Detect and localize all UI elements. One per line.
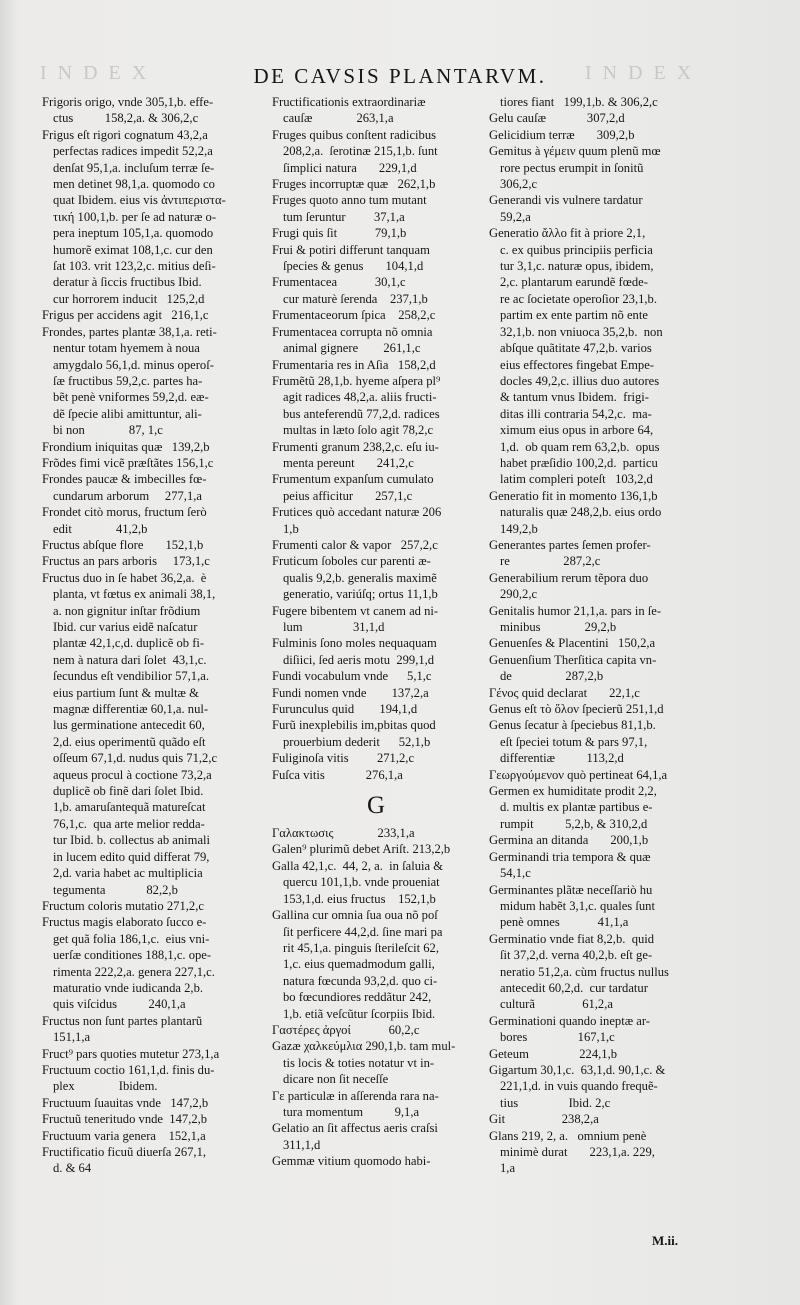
index-entry-line: culturã 61,2,a [500,997,613,1012]
index-entry-line: habet præſidio 100,2,d. particu [500,455,658,470]
index-entry-line: 59,2,a [500,209,531,224]
index-entry-line: midum habẽt 3,1,c. quales ſunt [500,898,655,913]
index-entry-line: 1,b. amaruſantequã matureſcat [53,800,206,815]
index-entry-line: 221,1,d. in vuis quando frequẽ- [500,1079,658,1094]
index-entry-line: tum ſeruntur 37,1,a [283,209,405,224]
index-entry-line: Fuliginoſa vitis 271,2,c [272,751,415,766]
index-entry-line: Genuenſium Therſitica capita vn- [489,652,657,667]
index-entry-line: Fugere bibentem vt canem ad ni- [272,603,439,618]
index-entry-line: animal gignere 261,1,c [283,341,421,356]
index-entry-line: Generatio ἄλλο fit à priore 2,1, [489,226,646,241]
section-letter-g: G [366,792,386,820]
index-entry-line: planta, vt fœtus ex animali 38,1, [53,587,216,602]
index-entry-line: cauſæ 263,1,a [283,111,394,126]
index-entry-line: Ibid. cur varius eidẽ naſcatur [53,620,198,634]
index-entry-line: Gemmæ vitium quomodo habi- [272,1154,431,1169]
index-entry-line: 311,1,d [283,1137,321,1152]
index-entry-line: Genuenſes & Placentini 150,2,a [489,636,656,651]
index-entry-line: 153,1,d. eius fructus 152,1,b [283,891,436,906]
index-entry-line: nentur totam hyemem à noua [53,341,200,356]
running-head: DE CAVSIS PLANTARVM. [253,64,547,88]
index-entry-line: Galla 42,1,c. 44, 2, a. in ſaluia & [272,858,444,873]
index-entry-line: bo fœcundiores reddãtur 242, [283,990,432,1005]
index-entry-line: Frugi quis ſit 79,1,b [272,226,407,241]
index-column-3 [489,94,711,1177]
index-entry-line: 2,d. varia habet ac multiplicia [53,866,203,881]
index-entry-line: ctus 158,2,a. & 306,2,c [53,111,199,126]
index-entry-line: Γεωργούμενον quò pertineat 64,1,a [489,767,668,782]
index-entry-line: men detinet 98,1,a. quomodo co [53,177,215,192]
index-entry-line: Genus eſt τὸ ὅλον ſpecierũ 251,1,d [489,702,664,717]
index-entry-line: ſecundus eſt vendibilior 57,1,a. [53,669,209,684]
index-entry-line: Gelicidium terræ 309,2,b [489,127,635,142]
index-entry-line: Fruct⁹ pars quoties mutetur 273,1,a [42,1046,220,1061]
index-entry-line: bẽt penè vniformes 59,2,d. eæ- [53,390,209,405]
index-entry-line: Γαστέρες ἀργοί 60,2,c [272,1022,420,1037]
index-entry-line: Genus ſecatur à ſpeciebus 81,1,b. [489,718,656,733]
index-entry-line: natura fœcunda 93,2,d. quo ci- [283,973,438,988]
index-entry-line: Germinatio vnde fiat 8,2,b. quid [489,931,655,946]
index-entry-line: Frumentacea 30,1,c [272,275,406,290]
index-entry-line: Fructificatio ficuũ diuerſa 267,1, [42,1145,207,1159]
index-entry-line: Frumentacea corrupta nõ omnia [272,324,433,339]
index-entry-line: deratur à ſiccis fructibus Ibid. [53,275,202,290]
index-entry-line: Gallina cur omnia ſua oua nõ poſ [272,908,438,923]
index-entry-line: 76,1,c. qua arte melior redda- [53,816,205,831]
index-entry-line: ditas illi contraria 54,2,c. ma- [500,406,652,421]
index-entry-line: Gigartum 30,1,c. 63,1,d. 90,1,c. & [489,1062,666,1077]
index-entry-line: Fructus an pars arboris 173,1,c [42,554,210,569]
index-entry-line: dẽ ſpecie alibi amittuntur, ali- [53,406,202,421]
index-entry-line: cundarum arborum 277,1,a [53,488,202,503]
index-entry-line: Fundi nomen vnde 137,2,a [272,685,429,700]
index-column-1 [42,94,264,1177]
index-entry-line: Frumentaria res in Aſia 158,2,d [272,357,436,372]
index-entry-line: quis viſcidus 240,1,a [53,997,186,1012]
index-entry-line: quercu 101,1,b. vnde proueniat [283,875,440,890]
index-entry-line: re 287,2,c [500,554,601,569]
index-entry-line: cur maturè ſerenda 237,1,b [283,291,428,306]
index-entry-line: Geteum 224,1,b [489,1046,618,1061]
index-entry-line: antecedit 60,2,d. cur tardatur [500,980,648,995]
index-entry-line: Germinantes plãtæ neceſſariò hu [489,882,653,897]
index-entry-line: aqueus procul à coctione 73,2,a [53,767,212,782]
index-entry-line: d. multis ex plantæ partibus e- [500,800,653,815]
index-entry-line: 1,b. etiã veſcũtur ſcorpiis Ibid. [283,1006,436,1021]
index-entry-line: get quã folia 186,1,c. eius vni- [53,931,210,946]
index-entry-line: neratio 51,2,a. cùm fructus nullus [500,964,669,979]
index-entry-line: plantæ 42,1,c,d. duplicẽ ob fi- [53,636,205,651]
index-entry-line: rore pectus erumpit in ſonitũ [500,160,644,175]
index-entry-line: docles 49,2,c. illius duo autores [500,373,660,388]
index-entry-line: Frumentaceorum ſpica 258,2,c [272,308,436,323]
index-entry-line: rumpit 5,2,b, & 310,2,d [500,816,648,831]
index-entry-line: a. non gignitur inſtar frõdium [53,603,201,618]
index-entry-line: Fulminis ſono moles nequaquam [272,636,437,651]
index-entry-line: tis locis & toties notatur vt in- [283,1055,435,1070]
index-entry-line: penè omnes 41,1,a [500,915,629,930]
index-entry-line: Fruges quoto anno tum mutant [272,193,427,208]
index-entry-line: rit 45,1,a. pinguis ſterileſcit 62, [283,940,439,955]
index-entry-line: Fundi vocabulum vnde 5,1,c [272,669,432,684]
index-entry-line: Frui & potiri differunt tanquam [272,242,430,257]
index-entry-line: Generatio fit in momento 136,1,b [489,488,658,503]
index-entry-line: Fruticum ſoboles cur parenti æ- [272,554,431,569]
index-entry-line: Germina an ditanda 200,1,b [489,833,649,848]
index-entry-line: lus germinatione antecedit 60, [53,718,205,733]
index-entry-line: tiores fiant 199,1,b. & 306,2,c [500,95,658,109]
index-entry-line: re ac ſocietate operoſior 23,1,b. [500,291,658,306]
index-entry-line: ſpecies & genus 104,1,d [283,259,424,274]
index-entry-line: eius effectores fingebat Empe- [500,357,654,372]
index-entry-line: Galen⁹ plurimũ debet Ariſt. 213,2,b [272,842,451,857]
index-entry-line: c. ex quibus principiis perficia [500,242,653,257]
index-entry-line: Fructuum coctio 161,1,d. finis du- [42,1062,215,1077]
index-entry-line: pera ineptum 105,1,a. quomodo [53,226,214,241]
index-entry-line: 1,b [283,521,299,536]
index-entry-line: in lucem edito quid differat 79, [53,849,210,864]
index-entry-line: naturalis quæ 248,2,b. eius ordo [500,505,662,520]
index-entry-line: ſæ fructibus 59,2,c. partes ha- [53,373,203,388]
index-entry-line: 2,d. eius operimentũ quãdo eſt [53,734,206,749]
index-entry-line: differentiæ 113,2,d [500,751,624,766]
index-entry-line: duplicẽ ob finẽ dari ſolet Ibid. [53,784,204,799]
index-entry-line: ſit perficere 44,2,d. ſine mari pa [283,924,443,939]
index-entry-line: perfectas radices impedit 52,2,a [53,144,213,159]
index-entry-line: ſat 103. vrit 123,2,c. mitius deſi- [53,259,216,274]
index-entry-line: Γένος quid declarat 22,1,c [489,685,640,700]
index-entry-line: bores 167,1,c [500,1030,615,1045]
index-entry-line: prouerbium dederit 52,1,b [283,734,431,749]
index-entry-line: Gelu cauſæ 307,2,d [489,111,625,126]
index-entry-line: Fructificationis extraordinariæ [272,95,426,109]
index-entry-line: bus anteferendũ 77,2,d. radices [283,406,440,421]
index-entry-line: Generantes partes ſemen profer- [489,537,651,552]
index-entry-line: diſiici, ſed aeris motu 299,1,d [283,652,435,667]
index-entry-line: Frigus per accidens agit 216,1,c [42,308,209,323]
index-entry-line: eſt ſpeciei totum & pars 97,1, [500,734,648,749]
index-entry-line: 2,c. plantarum earundẽ fœde- [500,275,648,290]
index-entry-line: Fructuũ teneritudo vnde 147,2,b [42,1112,208,1127]
index-entry-line: agit radices 48,2,a. aliis fructi- [283,390,437,405]
index-entry-line: tura momentum 9,1,a [283,1104,420,1119]
index-entry-line: Fruges incorruptæ quæ 262,1,b [272,177,436,192]
index-entry-line: Fuſca vitis 276,1,a [272,767,403,782]
index-entry-line: Frondes, partes plantæ 38,1,a. reti- [42,324,217,339]
index-entry-line: Frumẽtũ 28,1,b. hyeme aſpera pl⁹ [272,373,441,388]
index-entry-line: partim ex ente partim nõ ente [500,308,648,323]
index-entry-line: oſſeum 67,1,d. nudus quis 71,2,c [53,751,218,766]
index-entry-line: lum 31,1,d [283,620,385,634]
index-entry-line: Frõdes fimi vicẽ præſtãtes 156,1,c [42,455,214,470]
index-entry-line: Germinationi quando ineptæ ar- [489,1013,650,1028]
index-entry-line: Generandi vis vulnere tardatur [489,193,643,208]
index-entry-line: peius afficitur 257,1,c [283,488,413,503]
index-entry-line: Frigoris origo, vnde 305,1,b. effe- [42,95,214,109]
index-entry-line: d. & 64 [53,1161,92,1176]
index-entry-line: τική 100,1,b. per ſe ad naturæ o- [53,209,217,224]
index-entry-line: minimè durat 223,1,a. 229, [500,1145,655,1159]
index-entry-line: Genitalis humor 21,1,a. pars in ſe- [489,603,662,618]
index-entry-line: qualis 9,2,b. generalis maximẽ [283,570,437,585]
index-entry-line: Fructus magis elaborato ſucco e- [42,915,207,930]
index-entry-line: generatio, variúſq; ortus 11,1,b [283,587,438,602]
index-entry-line: 306,2,c [500,177,538,192]
index-entry-line: rimenta 222,2,a. genera 227,1,c. [53,964,215,979]
index-entry-line: Glans 219, 2, a. omnium penè [489,1128,647,1143]
index-entry-line: 290,2,c [500,587,538,602]
index-entry-line: denſat 95,1,a. incluſum terræ ſe- [53,160,215,175]
index-entry-line: abſque quãtitate 47,2,b. varios [500,341,652,356]
index-entry-line: Frutices quò accedant naturæ 206 [272,505,442,520]
index-entry-line: Fructus non ſunt partes plantarũ [42,1013,203,1028]
index-entry-line: tegumenta 82,2,b [53,882,178,897]
index-entry-line: tur Ibid. b. collectus ab animali [53,833,211,848]
index-entry-line: Gazæ χαλκεύμλια 290,1,b. tam mul- [272,1039,456,1054]
index-entry-line: edit 41,2,b [53,521,148,536]
index-entry-line: Fructus abſque flore 152,1,b [42,537,204,552]
index-entry-line: uerſæ conditiones 188,1,c. ope- [53,948,212,963]
index-entry-line: Fructuum ſuauitas vnde 147,2,b [42,1095,209,1110]
index-entry-line: Germen ex humiditate prodit 2,2, [489,784,657,799]
index-entry-line: Frumentum expanſum cumulato [272,472,434,487]
index-entry-line: Frumenti calor & vapor 257,2,c [272,537,438,552]
index-entry-line: Furunculus quid 194,1,d [272,702,418,717]
index-entry-line: amygdalo 56,1,d. minus operoſ- [53,357,214,372]
index-entry-line: Generabilium rerum tẽpora duo [489,570,649,585]
index-entry-line: 149,2,b [500,521,538,536]
index-entry-line: plex Ibidem. [53,1079,158,1094]
index-entry-line: multas in læto ſolo agit 78,2,c [283,423,434,438]
index-entry-line: Frondium iniquitas quæ 139,2,b [42,439,210,454]
index-entry-line: quat Ibidem. eius vis ἀντιπεριστα- [53,193,226,208]
index-entry-line: ſit 37,2,d. verna 40,2,b. eſt ge- [500,948,653,963]
index-entry-line: Germinandi tria tempora & quæ [489,849,651,864]
index-entry-line: 208,2,a. ſerotinæ 215,1,b. ſunt [283,144,438,159]
index-column-2 [272,94,480,1170]
index-entry-line: & tantum vnus Ibidem. frigi- [500,390,650,405]
index-entry-line: 32,1,b. non vniuoca 35,2,b. non [500,324,663,339]
signature-mark: M.ii. [652,1233,678,1248]
index-entry-line: ſimplici natura 229,1,d [283,160,417,175]
index-entry-line: Frigus eſt rigori cognatum 43,2,a [42,127,208,142]
index-entry-line: bi non 87, 1,c [53,423,163,438]
index-entry-line: Fructuum varia genera 152,1,a [42,1128,206,1143]
bleed-through-text-left: I N D E X [40,62,150,84]
index-entry-line: 1,a [500,1161,516,1176]
index-entry-line: humorẽ eximat 108,1,c. cur den [53,242,213,257]
index-entry-line: Fruges quibus conſtent radicibus [272,127,437,142]
index-entry-line: nem à natura dari ſolet 43,1,c. [53,652,207,667]
index-entry-line: 1,c. eius quemadmodum galli, [283,957,435,972]
index-entry-line: maturatio vnde iudicanda 2,b. [53,980,204,995]
index-entry-line: ximum eius opus in arbore 64, [500,423,654,438]
index-entry-line: eius partium ſunt & multæ & [53,685,199,700]
bleed-through-text-right: I N D E X [585,62,695,84]
index-entry-line: minibus 29,2,b [500,620,617,634]
index-entry-line: Furũ inexplebilis im,pbitas quod [272,718,436,733]
index-entry-line: 151,1,a [53,1030,91,1045]
index-entry-line: Γε particulæ in aſſerenda rara na- [272,1088,439,1103]
index-entry-line: magnæ differentiæ 60,1,a. nul- [53,702,209,717]
index-entry-line: menta pereunt 241,2,c [283,455,414,470]
index-entry-line: 1,d. ob quam rem 63,2,b. opus [500,439,660,454]
index-entry-line: latim compleri poteſt 103,2,d [500,472,653,487]
index-entry-line: Fructum coloris mutatio 271,2,c [42,898,204,913]
index-entry-line: Frumenti granum 238,2,c. eſu iu- [272,439,439,454]
index-entry-line: Frondet citò morus, fructum ſerò [42,505,207,520]
index-entry-line: Gemitus à γέμειν quum plenũ mœ [489,144,661,159]
index-entry-line: 54,1,c [500,866,531,881]
index-entry-line: Fructus duo in ſe habet 36,2,a. è [42,570,207,585]
index-entry-line: Γαλακτωσις 233,1,a [272,826,415,841]
index-entry-line: cur horrorem inducit 125,2,d [53,291,205,306]
index-entry-line: de 287,2,b [500,669,604,684]
index-entry-line: Gelatio an ſit affectus aeris craſsi [272,1121,438,1136]
index-entry-line: dicare non ſit neceſſe [283,1072,389,1087]
index-entry-line: tius Ibid. 2,c [500,1095,611,1110]
index-entry-line: tur 3,1,c. naturæ opus, ibidem, [500,259,654,274]
index-entry-line: Frondes paucæ & imbecilles fœ- [42,472,207,487]
index-entry-line: Git 238,2,a [489,1112,599,1127]
